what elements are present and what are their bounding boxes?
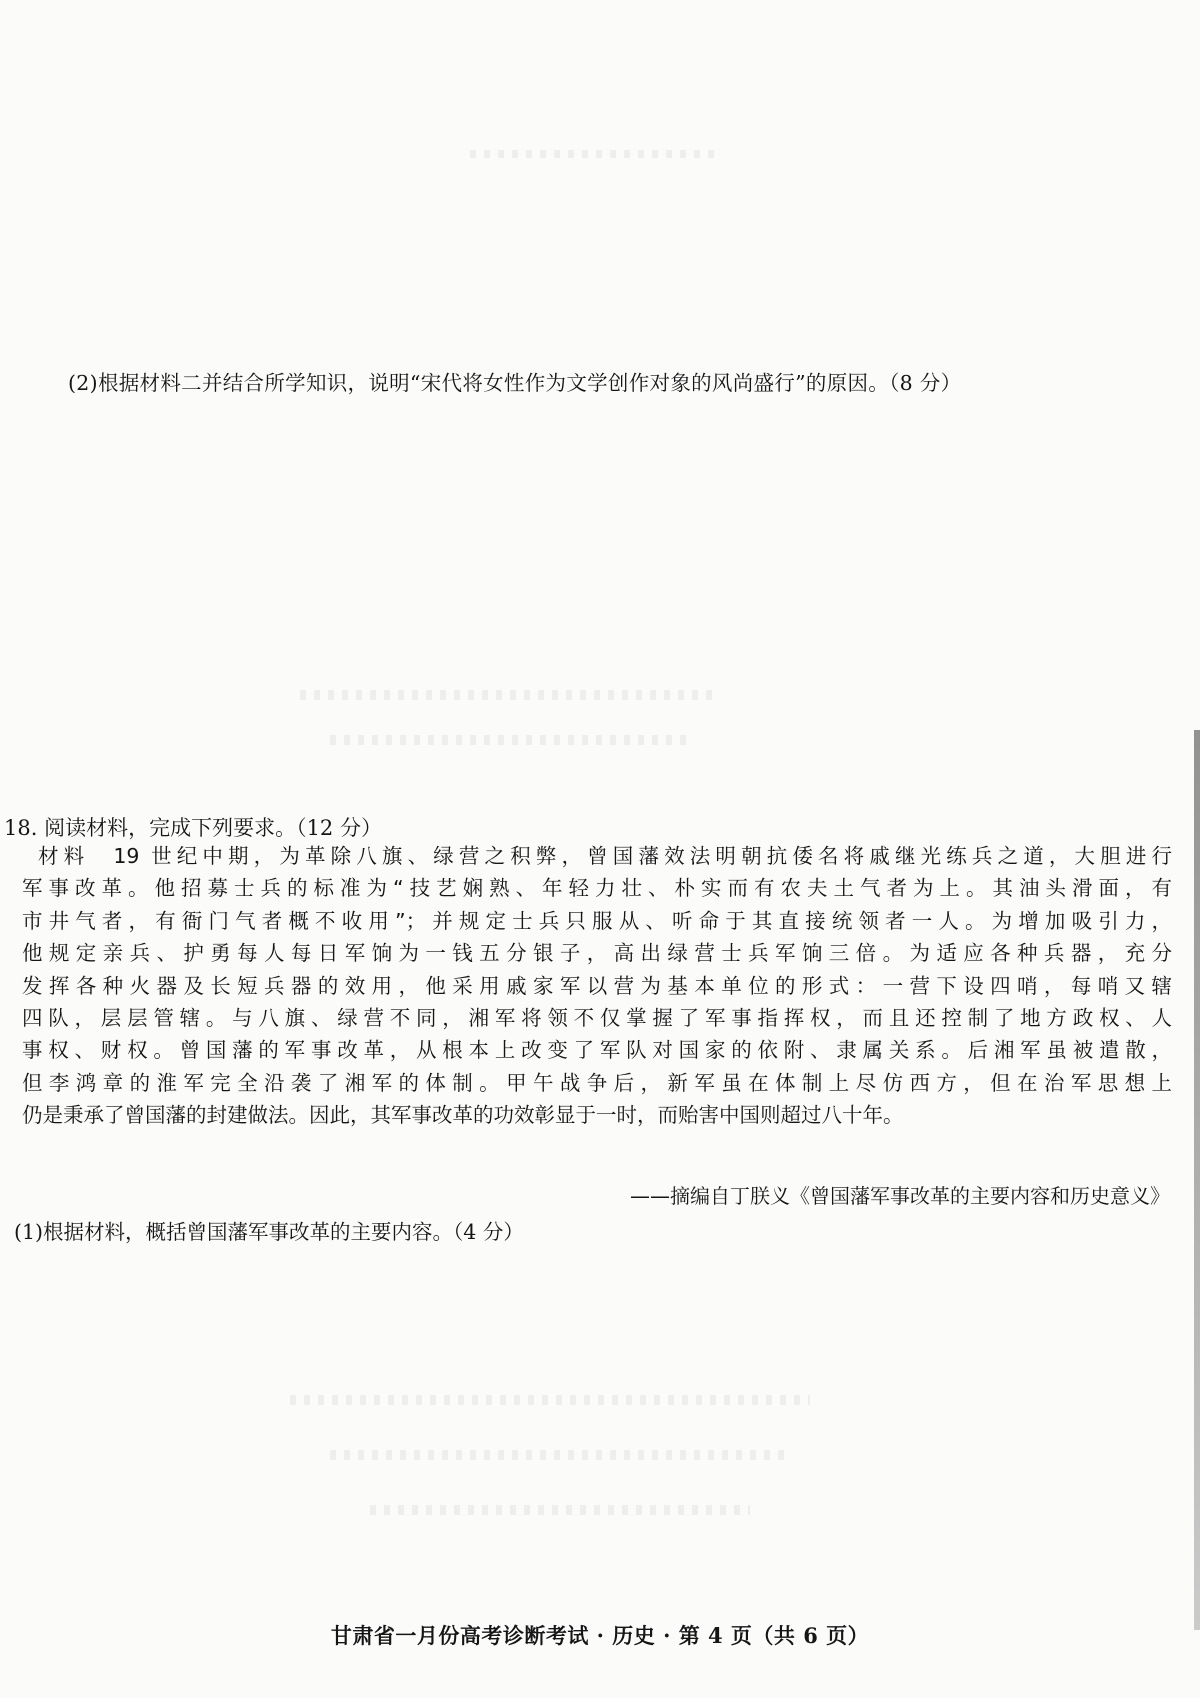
bleed-through-text — [330, 1450, 790, 1460]
bleed-through-text — [470, 150, 720, 158]
material-line: 材料 19 世纪中期，为革除八旗、绿营之积弊，曾国藩效法明朝抗倭名将戚继光练兵之道，大胆进行 — [38, 844, 1172, 868]
bleed-through-text — [300, 690, 720, 700]
material-label: 材料 — [38, 844, 90, 868]
bleed-through-text — [330, 735, 690, 745]
material-line: 但李鸿章的淮军完全沿袭了湘军的体制。甲午战争后，新军虽在体制上尽仿西方，但在治军思想上 — [22, 1070, 1172, 1095]
scan-edge-shadow — [1194, 730, 1200, 1630]
bleed-through-text — [290, 1395, 810, 1405]
material-line: 四队，层层管辖。与八旗、绿营不同，湘军将领不仅掌握了军事指挥权，而且还控制了地方政权、人 — [22, 1005, 1172, 1030]
question-17-part-2: (2)根据材料二并结合所学知识，说明“宋代将女性作为文学创作对象的风尚盛行”的原因。（8 分） — [68, 371, 962, 395]
material-line: 事权、财权。曾国藩的军事改革，从根本上改变了军队对国家的依附、隶属关系。后湘军虽被遣散， — [22, 1038, 1172, 1063]
bleed-through-text — [370, 1505, 750, 1515]
material-line: 军事改革。他招募士兵的标准为“技艺娴熟、年轻力壮、朴实而有农夫土气者为上。其油头滑面，有 — [22, 876, 1172, 901]
question-18-part-1: (1)根据材料，概括曾国藩军事改革的主要内容。（4 分） — [14, 1220, 524, 1244]
material-line: 市井气者，有衙门气者概不收用”；并规定士兵只服从、听命于其直接统领者一人。为增加吸引力， — [22, 908, 1172, 933]
material-source: ——摘编自丁朕义《曾国藩军事改革的主要内容和历史意义》 — [630, 1184, 1170, 1208]
question-18-heading: 18. 阅读材料，完成下列要求。（12 分） — [4, 816, 382, 840]
page-footer: 甘肃省一月份高考诊断考试 · 历史 · 第 4 页（共 6 页） — [330, 1623, 870, 1648]
question-18-material — [22, 840, 1172, 1132]
material-line: 他规定亲兵、护勇每人每日军饷为一钱五分银子，高出绿营士兵军饷三倍。为适应各种兵器，充分 — [22, 941, 1172, 966]
material-line: 发挥各种火器及长短兵器的效用，他采用戚家军以营为基本单位的形式：一营下设四哨，每哨又辖 — [22, 973, 1172, 998]
material-line: 仍是秉承了曾国藩的封建做法。因此，其军事改革的功效彰显于一时，而贻害中国则超过八十年。 — [22, 1103, 904, 1128]
